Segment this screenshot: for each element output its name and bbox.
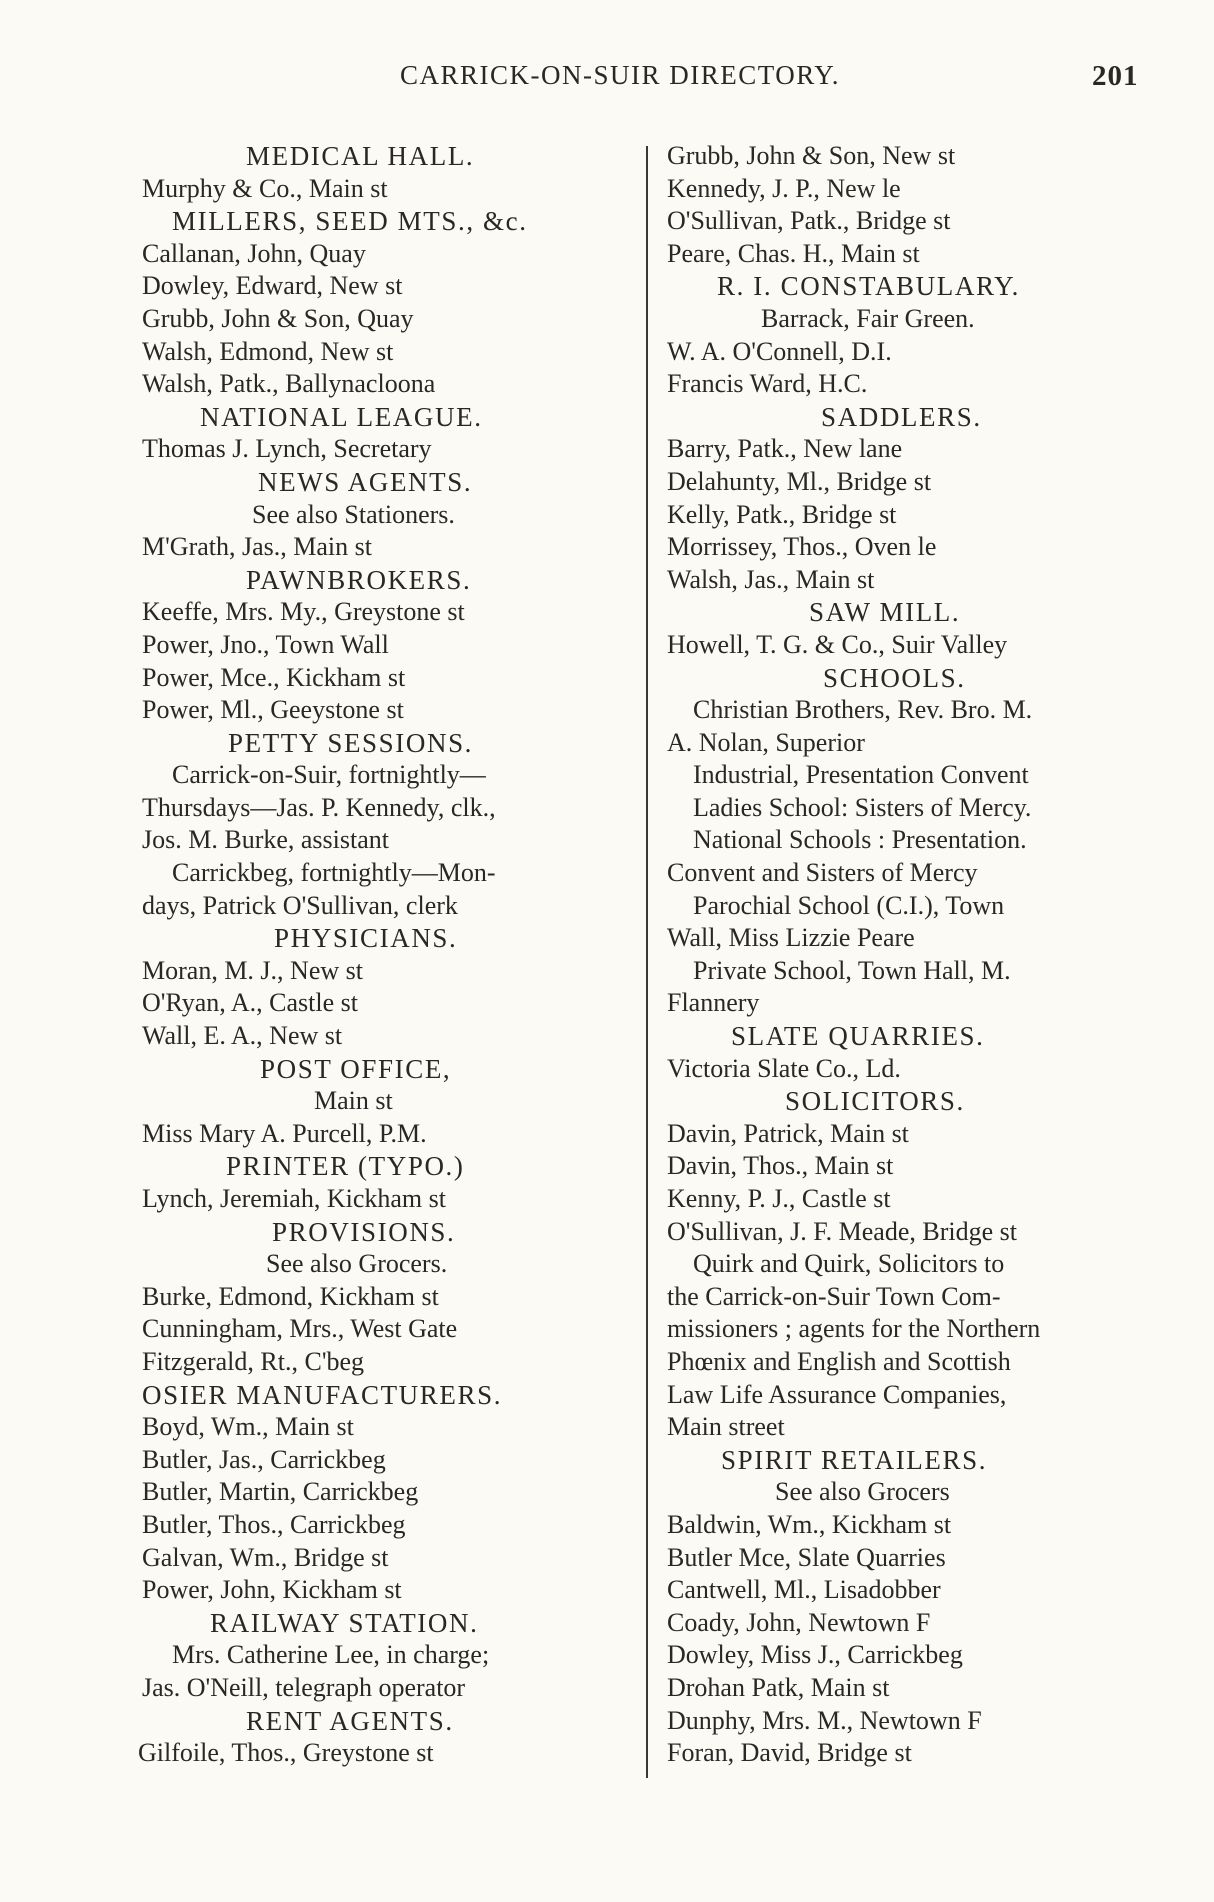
section-heading: PHYSICIANS. (274, 923, 458, 954)
directory-entry: Walsh, Edmond, New st (142, 336, 394, 366)
section-heading: NEWS AGENTS. (258, 466, 473, 497)
directory-entry: A. Nolan, Superior (667, 727, 865, 757)
directory-entry: Kenny, P. J., Castle st (667, 1184, 891, 1213)
directory-entry: Murphy & Co., Main st (142, 173, 388, 203)
directory-entry: Cantwell, Ml., Lisadobber (667, 1575, 941, 1605)
section-heading: RENT AGENTS. (246, 1705, 454, 1736)
section-note: See also Grocers (775, 1477, 950, 1507)
directory-entry: Grubb, John & Son, New st (667, 141, 956, 170)
section-heading: SADDLERS. (821, 401, 982, 432)
directory-entry: Law Life Assurance Companies, (667, 1379, 1007, 1409)
directory-entry: Phœnix and English and Scottish (667, 1346, 1011, 1376)
directory-entry: Industrial, Presentation Convent (693, 760, 1029, 790)
directory-entry: Miss Mary A. Purcell, P.M. (142, 1118, 427, 1148)
directory-entry: Flannery (667, 988, 760, 1018)
directory-entry: Christian Brothers, Rev. Bro. M. (693, 695, 1033, 725)
directory-entry: Convent and Sisters of Mercy (667, 858, 978, 888)
directory-entry: Walsh, Jas., Main st (667, 564, 875, 594)
directory-entry: Wall, Miss Lizzie Peare (667, 923, 915, 953)
page-header (0, 60, 1214, 100)
directory-entry: the Carrick-on-Suir Town Com- (667, 1281, 1001, 1311)
section-heading: PETTY SESSIONS. (228, 727, 474, 758)
section-heading: PAWNBROKERS. (246, 564, 472, 595)
directory-entry: Dowley, Miss J., Carrickbeg (667, 1640, 963, 1670)
directory-entry: Keeffe, Mrs. My., Greystone st (142, 597, 465, 627)
directory-entry: Walsh, Patk., Ballynacloona (142, 369, 436, 399)
directory-entry: Wall, E. A., New st (142, 1021, 343, 1051)
directory-entry: Lynch, Jeremiah, Kickham st (142, 1184, 446, 1213)
directory-entry: missioners ; agents for the Northern (667, 1314, 1041, 1344)
directory-entry: Fitzgerald, Rt., C'beg (142, 1346, 365, 1376)
directory-entry: Butler Mce, Slate Quarries (667, 1542, 946, 1572)
directory-entry: Drohan Patk, Main st (667, 1672, 890, 1702)
directory-entry: Private School, Town Hall, M. (693, 955, 1011, 985)
section-note: See also Stationers. (252, 499, 455, 529)
directory-entry: Jos. M. Burke, assistant (142, 825, 389, 855)
section-note: Barrack, Fair Green. (761, 303, 975, 333)
directory-entry: O'Sullivan, Patk., Bridge st (667, 206, 951, 236)
section-heading: RAILWAY STATION. (210, 1607, 479, 1638)
directory-entry: Davin, Thos., Main st (667, 1151, 894, 1181)
directory-entry: Thomas J. Lynch, Secretary (142, 434, 432, 464)
directory-entry: Callanan, John, Quay (142, 238, 366, 268)
section-heading: MEDICAL HALL. (246, 141, 475, 171)
directory-entry: Butler, Thos., Carrickbeg (142, 1509, 406, 1539)
section-heading: SOLICITORS. (785, 1086, 965, 1117)
directory-entry: Delahunty, Ml., Bridge st (667, 466, 932, 496)
directory-entry: Victoria Slate Co., Ld. (667, 1053, 901, 1083)
section-heading: POST OFFICE, (260, 1053, 452, 1084)
directory-entry: Burke, Edmond, Kickham st (142, 1281, 439, 1311)
directory-entry: Butler, Martin, Carrickbeg (142, 1477, 419, 1507)
section-heading: R. I. CONSTABULARY. (717, 271, 1021, 302)
directory-entry: Power, Jno., Town Wall (142, 629, 389, 659)
directory-entry: Francis Ward, H.C. (667, 369, 868, 399)
section-heading: MILLERS, SEED MTS., &c. (172, 206, 528, 237)
right-column (657, 140, 1151, 1770)
directory-entry: Mrs. Catherine Lee, in charge; (172, 1640, 490, 1670)
directory-entry: Jas. O'Neill, telegraph operator (142, 1672, 466, 1702)
section-heading: PRINTER (TYPO.) (226, 1151, 465, 1182)
directory-entry: Ladies School: Sisters of Mercy. (693, 792, 1032, 822)
directory-entry: Moran, M. J., New st (142, 955, 363, 985)
section-note: See also Grocers. (266, 1249, 448, 1279)
directory-entry: Galvan, Wm., Bridge st (142, 1542, 389, 1572)
directory-entry: Butler, Jas., Carrickbeg (142, 1444, 386, 1474)
directory-entry: W. A. O'Connell, D.I. (667, 336, 892, 366)
directory-entry: Thursdays—Jas. P. Kennedy, clk., (142, 792, 496, 822)
directory-entry: M'Grath, Jas., Main st (142, 532, 373, 562)
directory-entry: Parochial School (C.I.), Town (693, 890, 1005, 920)
directory-entry: Power, Ml., Geeystone st (142, 695, 404, 725)
column-divider (646, 146, 648, 1778)
section-heading: SCHOOLS. (823, 662, 966, 693)
directory-entry: Morrissey, Thos., Oven le (667, 532, 937, 562)
section-heading: PROVISIONS. (272, 1216, 456, 1247)
directory-entry: Coady, John, Newtown F (667, 1607, 931, 1637)
section-heading: SLATE QUARRIES. (731, 1021, 985, 1052)
directory-entry: Baldwin, Wm., Kickham st (667, 1509, 952, 1539)
directory-entry: Grubb, John & Son, Quay (142, 303, 414, 333)
directory-entry: Carrickbeg, fortnightly—Mon- (172, 858, 496, 888)
section-heading: NATIONAL LEAGUE. (200, 401, 483, 432)
directory-entry: Peare, Chas. H., Main st (667, 238, 920, 268)
directory-entry: Carrick-on-Suir, fortnightly— (172, 760, 486, 790)
left-column (138, 140, 632, 1770)
directory-entry: Kennedy, J. P., New le (667, 173, 901, 203)
directory-entry: Barry, Patk., New lane (667, 434, 903, 464)
section-heading: OSIER MANUFACTURERS. (142, 1379, 503, 1410)
directory-entry: Boyd, Wm., Main st (142, 1412, 354, 1442)
directory-entry: Dunphy, Mrs. M., Newtown F (667, 1705, 982, 1735)
directory-entry: Power, John, Kickham st (142, 1575, 402, 1605)
directory-entry: O'Ryan, A., Castle st (142, 988, 358, 1018)
directory-entry: Foran, David, Bridge st (667, 1738, 912, 1768)
section-note: Main st (314, 1086, 393, 1116)
directory-entry: Davin, Patrick, Main st (667, 1118, 909, 1148)
section-heading: SAW MILL. (809, 597, 961, 628)
directory-entry: Power, Mce., Kickham st (142, 662, 406, 692)
page-number: 201 (1092, 60, 1139, 92)
directory-entry: days, Patrick O'Sullivan, clerk (142, 890, 458, 920)
directory-entry: Gilfoile, Thos., Greystone st (138, 1738, 434, 1768)
directory-entry: Main street (667, 1412, 785, 1442)
directory-entry: Howell, T. G. & Co., Suir Valley (667, 629, 1008, 659)
directory-entry: Cunningham, Mrs., West Gate (142, 1314, 458, 1344)
running-title: CARRICK-ON-SUIR DIRECTORY. (400, 60, 841, 90)
directory-entry: O'Sullivan, J. F. Meade, Bridge st (667, 1216, 1017, 1246)
section-heading: SPIRIT RETAILERS. (721, 1444, 988, 1475)
directory-entry: Quirk and Quirk, Solicitors to (693, 1249, 1005, 1279)
directory-entry: National Schools : Presentation. (693, 825, 1027, 855)
directory-entry: Kelly, Patk., Bridge st (667, 499, 897, 529)
directory-entry: Dowley, Edward, New st (142, 271, 403, 301)
